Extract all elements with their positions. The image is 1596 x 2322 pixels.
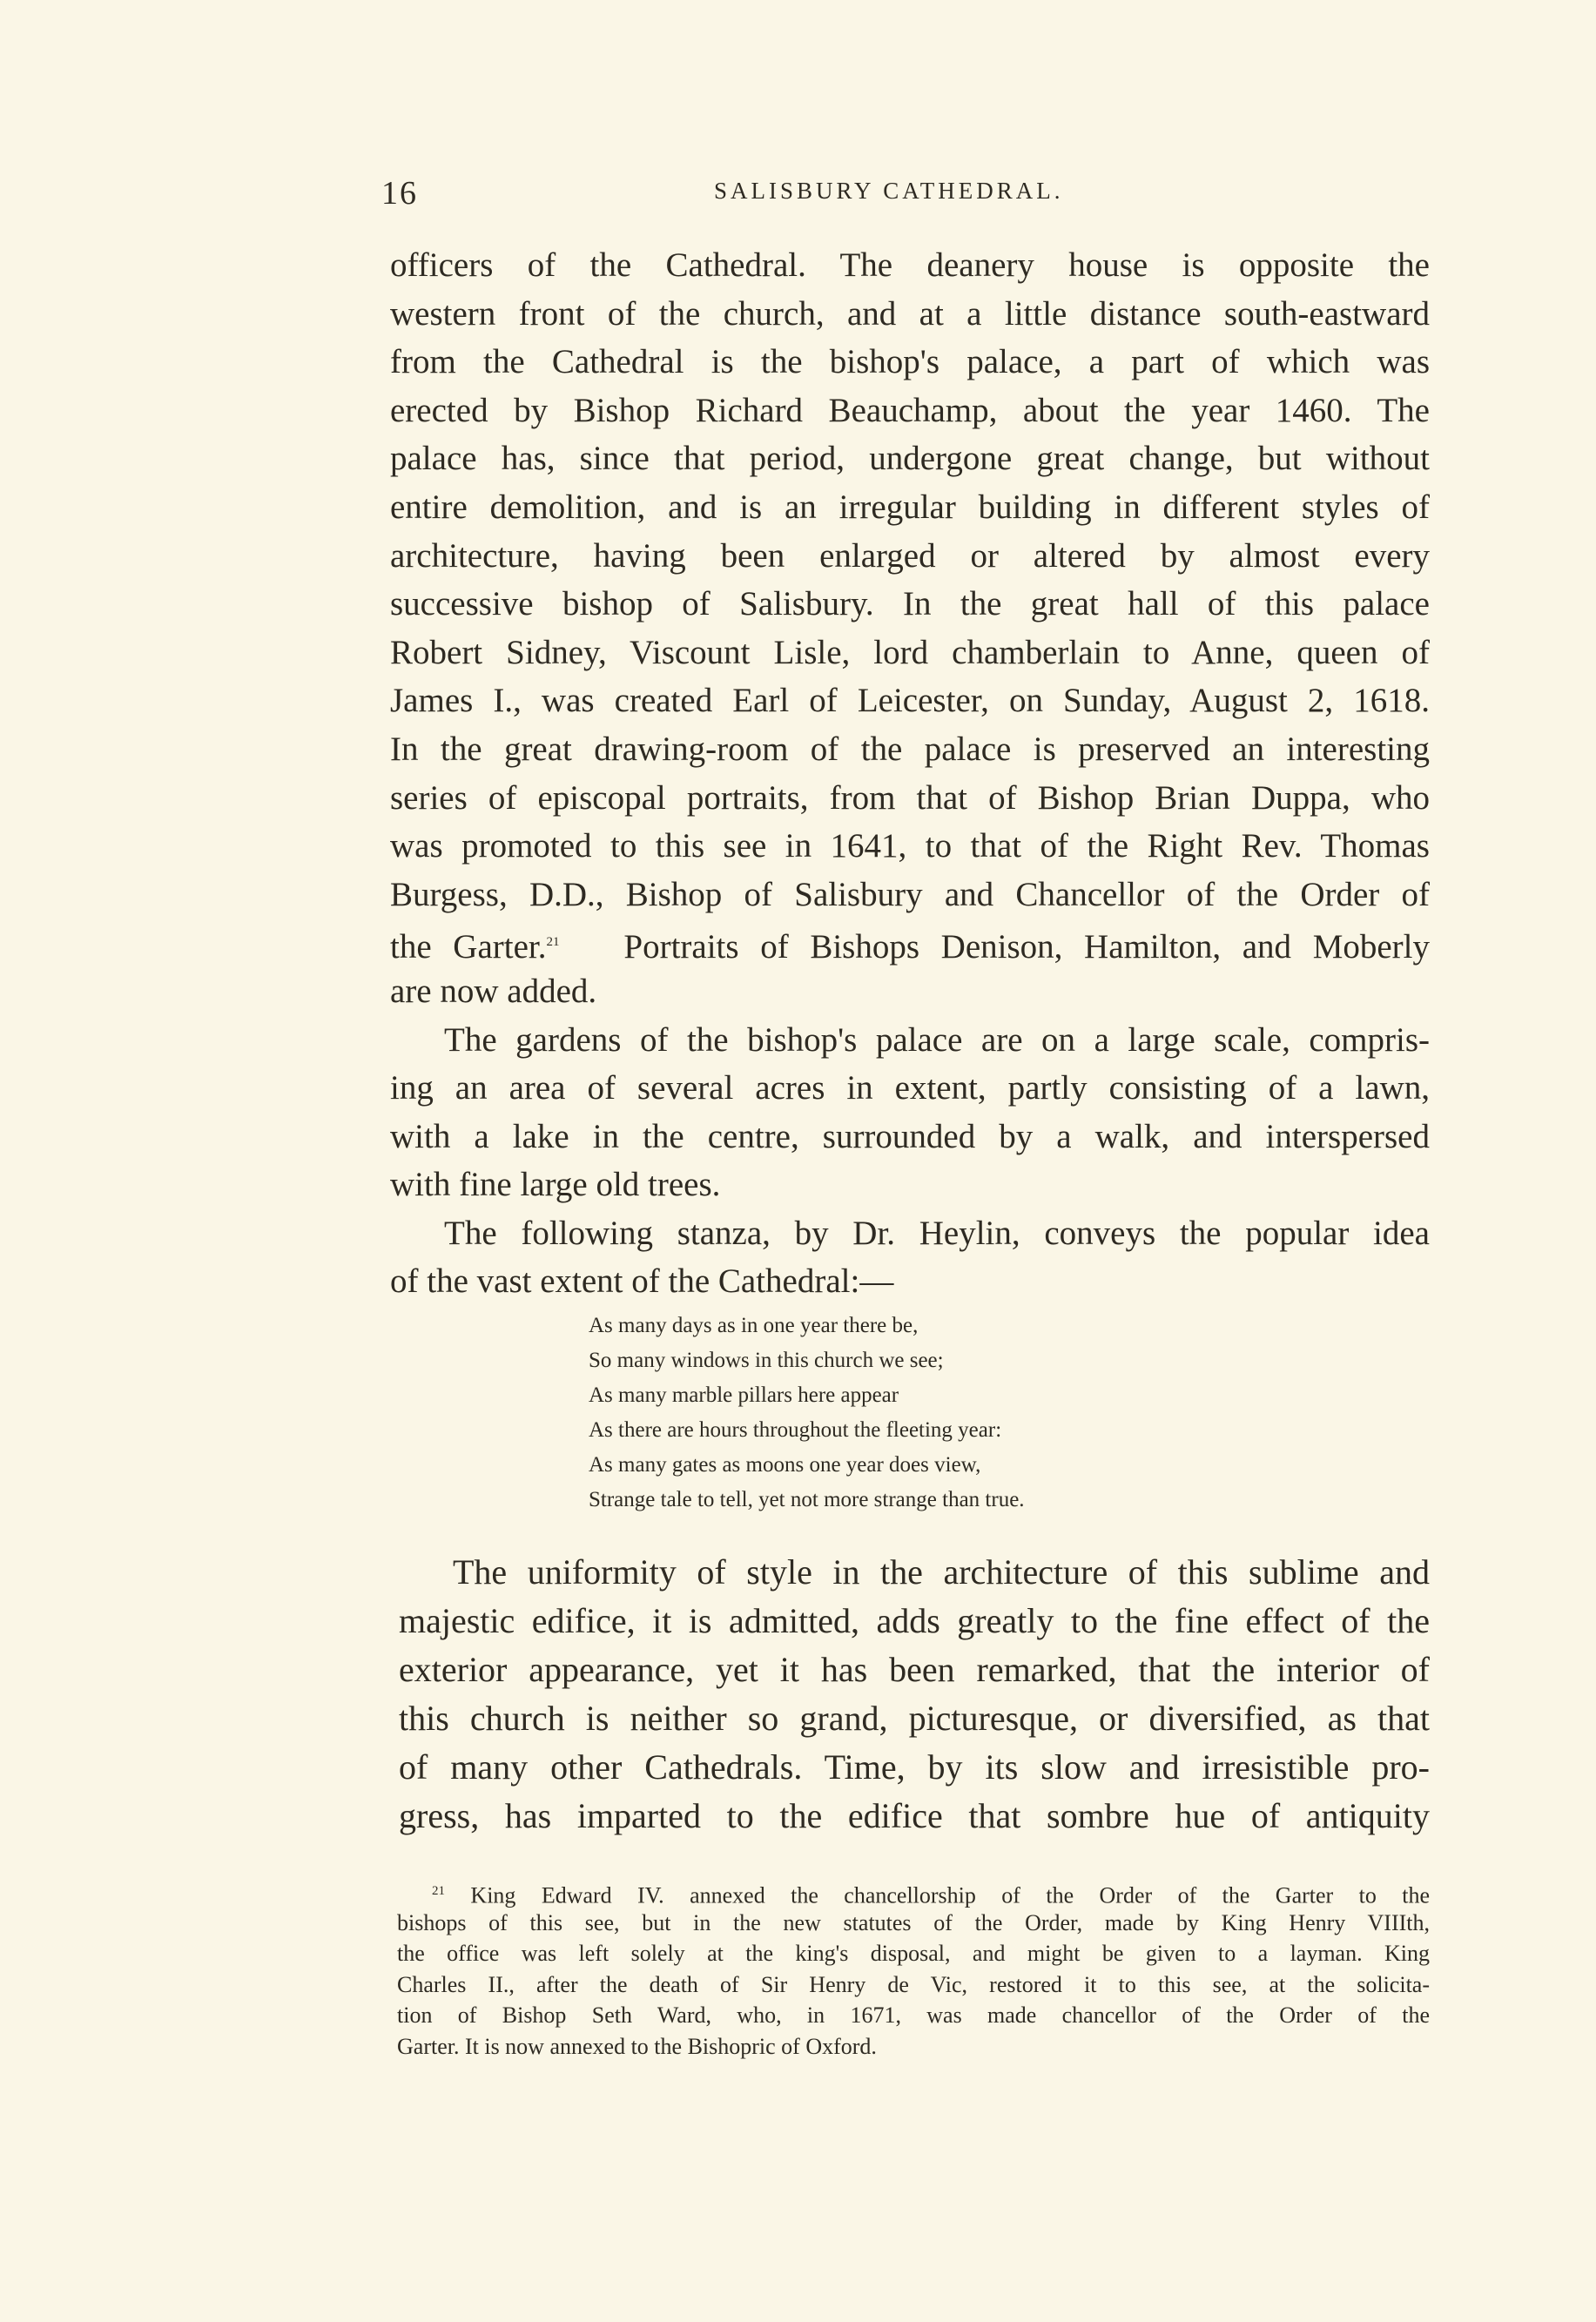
text-line: of the vast extent of the Cathedral:— — [390, 1262, 894, 1301]
text-line-with-footnote — [390, 919, 1430, 967]
text-line: majestic edifice, it is admitted, adds greatly to the fine effect of the — [399, 1601, 1430, 1640]
footnote-line: tion of Bishop Seth Ward, who, in 1671, was made chancellor of the Order of the — [397, 2002, 1430, 2028]
text-line: of many other Cathedrals. Time, by its slow and irresistible pro- — [399, 1747, 1430, 1787]
text-line: western front of the church, and at a little distance south-eastward — [390, 294, 1430, 333]
poem-line: As many days as in one year there be, — [589, 1314, 919, 1337]
text-line: entire demolition, and is an irregular building in different styles of — [390, 488, 1430, 526]
text-line: Robert Sidney, Viscount Lisle, lord chamberlain to Anne, queen of — [390, 633, 1430, 671]
footnote-line: Charles II., after the death of Sir Henry de Vic, restored it to this see, at the solicita- — [397, 1971, 1430, 1997]
footnote-line: Garter. It is now annexed to the Bishopric of Oxford. — [397, 2033, 877, 2059]
text-line: architecture, having been enlarged or altered by almost every — [390, 536, 1430, 575]
text-line: are now added. — [390, 972, 597, 1010]
poem-line: Strange tale to tell, yet not more strange than true. — [589, 1488, 1025, 1511]
footnote-reference: 21 — [546, 935, 560, 950]
running-title: SALISBURY CATHEDRAL. — [714, 178, 1064, 204]
footnote-line: bishops of this see, but in the new statutes of the Order, made by King Henry VIIIth, — [397, 1909, 1430, 1935]
text-line: Burgess, D.D., Bishop of Salisbury and Chancellor of the Order of — [390, 875, 1430, 913]
portraits-text: Portraits of Bishops Denison, Hamilton, and Moberly — [623, 928, 1431, 966]
poem-line: So many windows in this church we see; — [589, 1349, 944, 1372]
text-line: with fine large old trees. — [390, 1166, 721, 1204]
poem-line: As many marble pillars here appear — [589, 1383, 899, 1407]
text-line: James I., was created Earl of Leicester, on Sunday, August 2, 1618. — [390, 682, 1430, 720]
running-head — [381, 174, 1426, 218]
text-line: exterior appearance, yet it has been remarked, that the interior of — [399, 1650, 1430, 1689]
footnote — [397, 1876, 1430, 2062]
text-line: The uniformity of style in the architecture of this sublime and — [453, 1552, 1430, 1592]
text-line: officers of the Cathedral. The deanery house is opposite the — [390, 246, 1430, 284]
footnote-line — [397, 1876, 1430, 1908]
text-line: erected by Bishop Richard Beauchamp, about the year 1460. The — [390, 391, 1430, 429]
text-line: The gardens of the bishop's palace are on a large scale, compris- — [444, 1020, 1430, 1059]
text-line: with a lake in the centre, surrounded by a walk, and interspersed — [390, 1117, 1430, 1155]
text-line: The following stanza, by Dr. Heylin, conveys the popular idea — [444, 1214, 1430, 1252]
footnote-marker: 21 — [432, 1884, 445, 1898]
text-line: series of episcopal portraits, from that of Bishop Brian Duppa, who — [390, 778, 1430, 817]
stanza — [589, 1309, 1233, 1518]
text-line: In the great drawing-room of the palace is preserved an interesting — [390, 730, 1430, 768]
poem-line: As there are hours throughout the fleeting year: — [589, 1418, 1002, 1442]
text-line: palace has, since that period, undergone great change, but without — [390, 440, 1430, 478]
text-line: this church is neither so grand, picturesque, or diversified, as that — [399, 1699, 1430, 1738]
garter-text: the Garter. — [390, 928, 547, 966]
text-line: gress, has imparted to the edifice that sombre hue of antiquity — [399, 1796, 1430, 1835]
page-number: 16 — [381, 175, 418, 212]
text-line: ing an area of several acres in extent, partly consisting of a lawn, — [390, 1069, 1430, 1107]
text-line: from the Cathedral is the bishop's palace, a part of which was — [390, 343, 1430, 381]
main-text-block — [390, 241, 1430, 1306]
poem-line: As many gates as moons one year does view, — [589, 1453, 981, 1477]
text-line: was promoted to this see in 1641, to that of the Right Rev. Thomas — [390, 827, 1430, 865]
footnote-text: King Edward IV. annexed the chancellorship of the Order of the Garter to the — [470, 1882, 1431, 1908]
second-text-block — [399, 1548, 1430, 1841]
footnote-line: the office was left solely at the king's disposal, and might be given to a layman. King — [397, 1941, 1430, 1966]
text-line: successive bishop of Salisbury. In the great hall of this palace — [390, 585, 1430, 623]
